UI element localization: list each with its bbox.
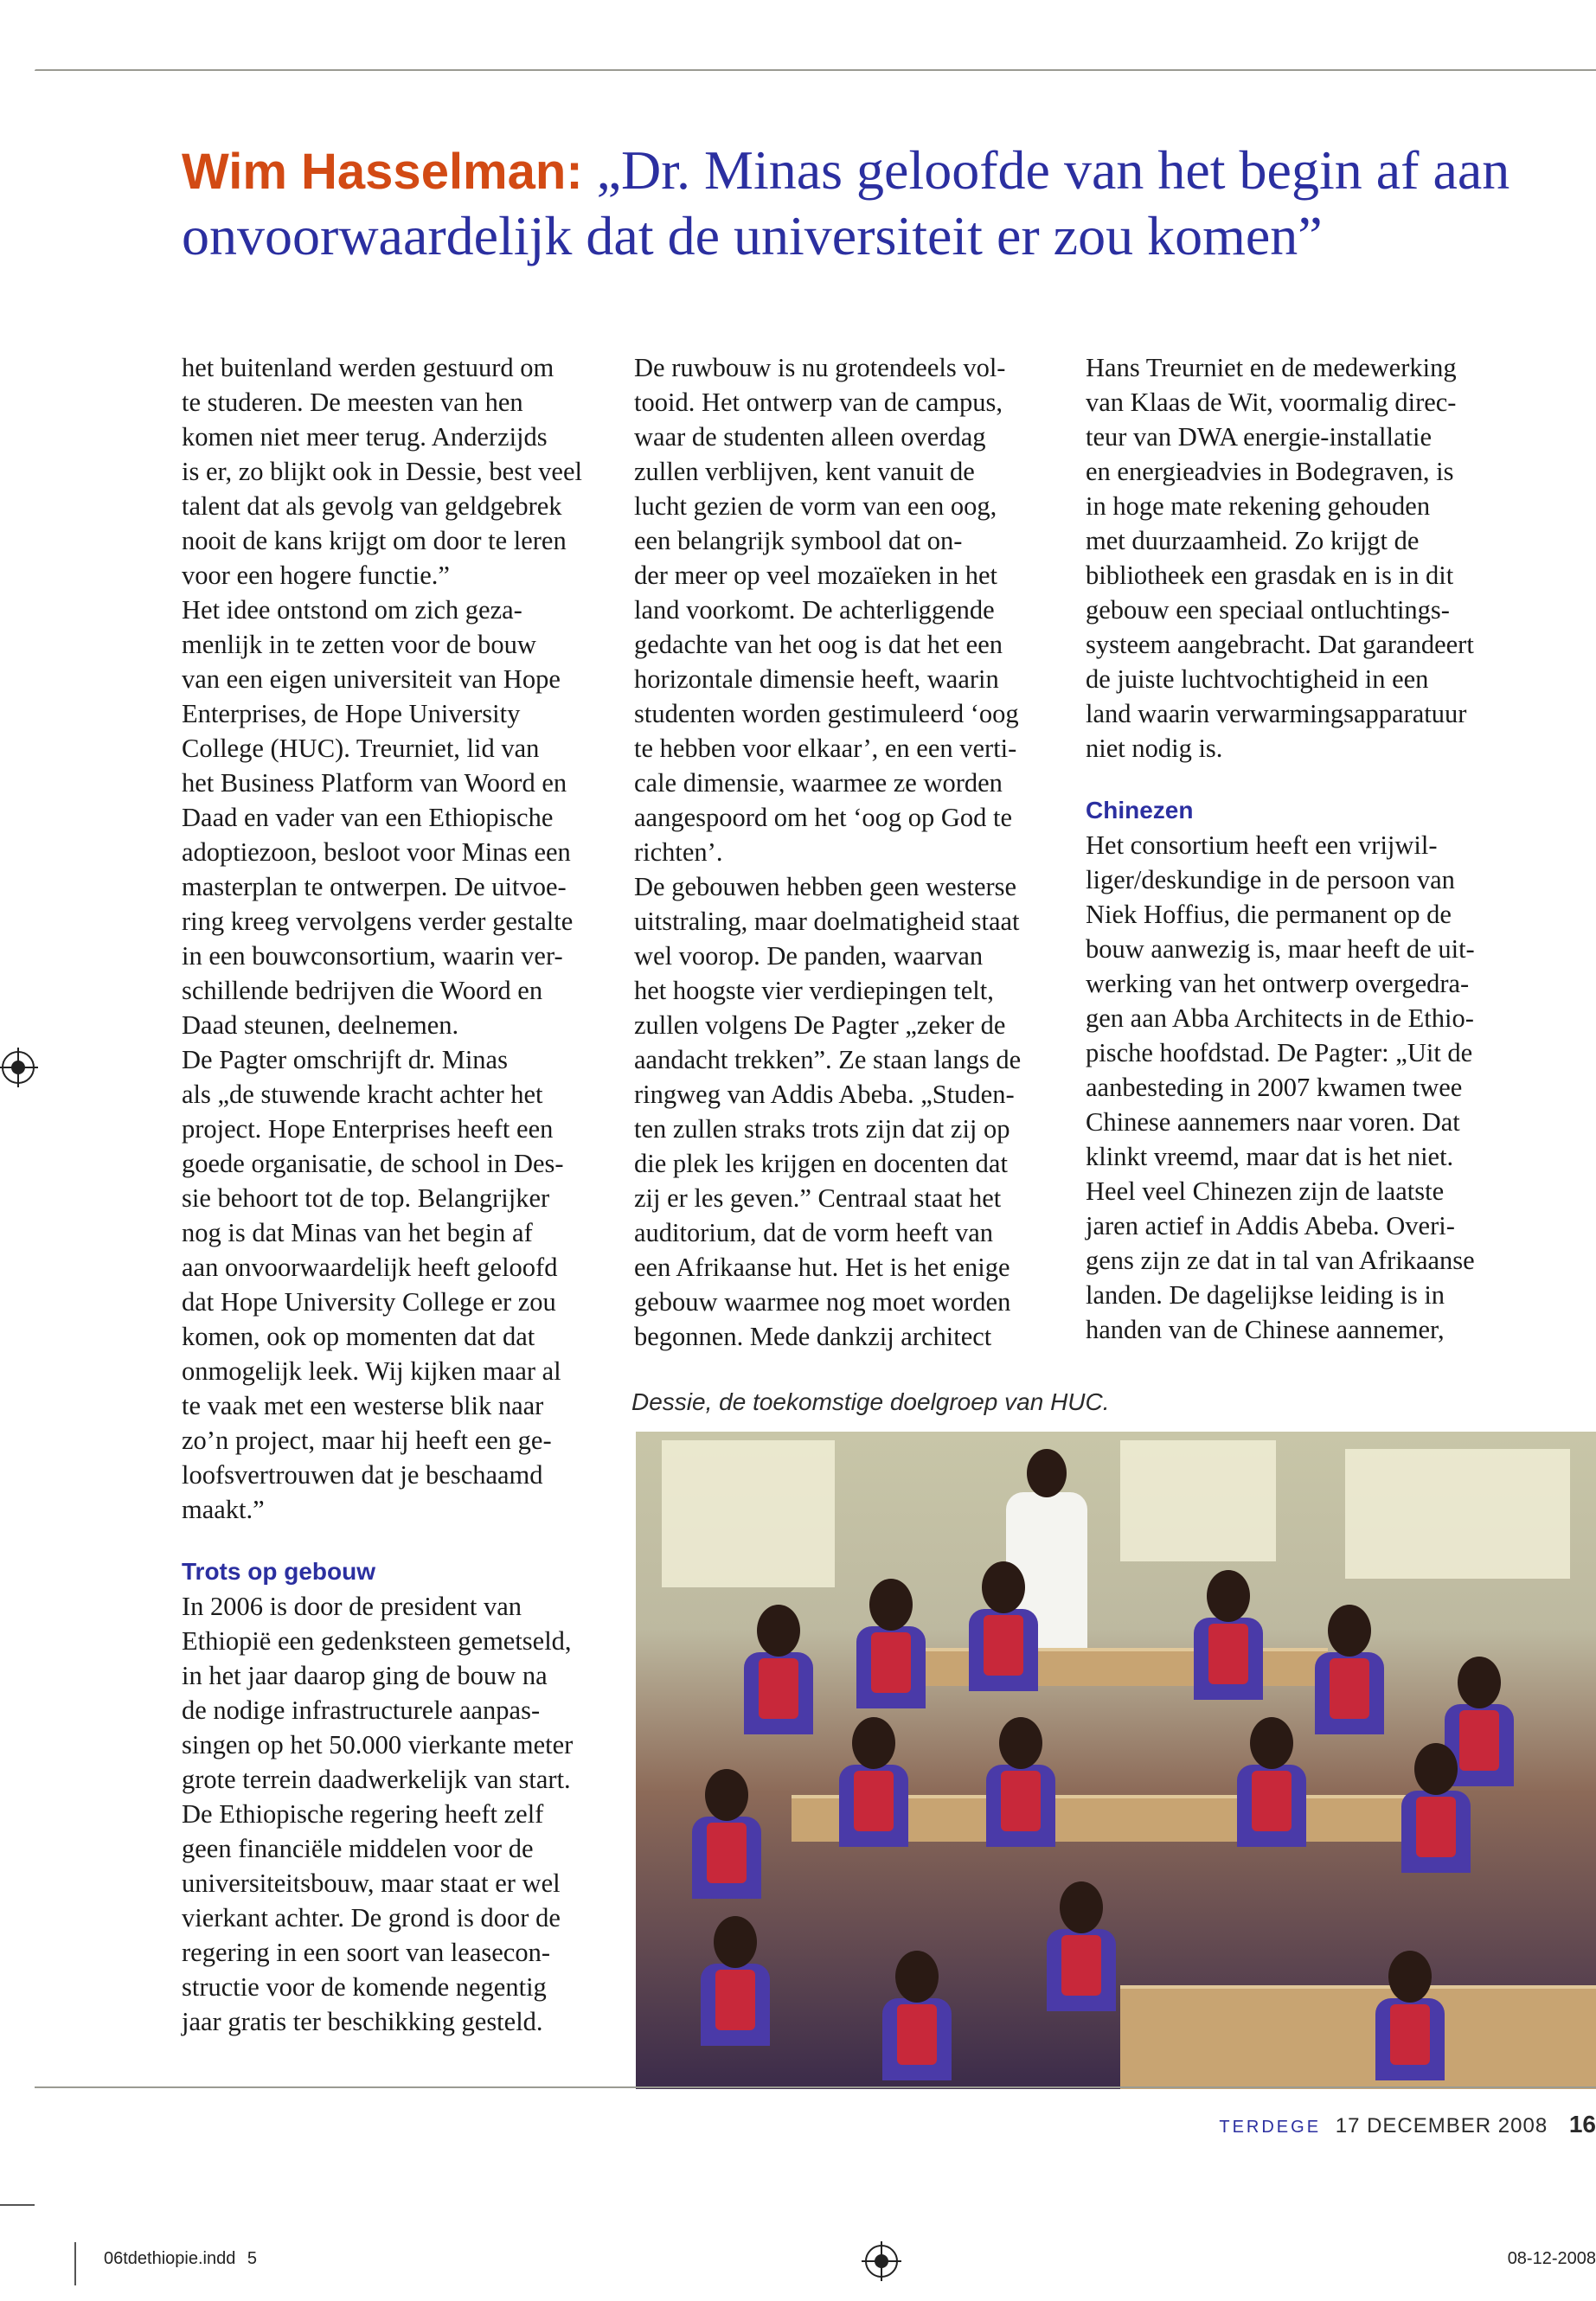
text-line: cale dimensie, waarmee ze worden <box>634 768 1003 798</box>
text-line: geen financiële middelen voor de <box>182 1834 534 1863</box>
column-gap <box>182 1527 614 1554</box>
text-line: voor een hogere functie.” <box>182 561 450 590</box>
text-line: is er, zo blijkt ook in Dessie, best veel <box>182 457 582 486</box>
text-line: landen. De dagelijkse leiding is in <box>1086 1280 1445 1310</box>
text-line: In 2006 is door de president van <box>182 1592 522 1621</box>
slug-date: 08-12-2008 <box>1507 2249 1596 2268</box>
footer-date: 17 DECEMBER 2008 <box>1335 2114 1548 2138</box>
text-line: Het idee ontstond om zich geza- <box>182 595 522 625</box>
photo-window <box>662 1440 835 1587</box>
photo-child <box>1371 1951 1449 2080</box>
text-line: adoptiezoon, besloot voor Minas een <box>182 837 571 867</box>
text-line: van een eigen universiteit van Hope <box>182 664 561 694</box>
photo-child <box>740 1605 817 1734</box>
text-line: het Business Platform van Woord en <box>182 768 567 798</box>
registration-mark-icon <box>865 2245 898 2278</box>
text-line: aanbesteding in 2007 kwamen twee <box>1086 1073 1463 1102</box>
footer-page-number: 16 <box>1568 2111 1596 2138</box>
text-line: in een bouwconsortium, waarin ver- <box>182 941 563 971</box>
text-line: komen niet meer terug. Anderzijds <box>182 422 548 452</box>
text-line: project. Hope Enterprises heeft een <box>182 1114 554 1144</box>
photo-child <box>982 1717 1060 1847</box>
top-rule <box>35 69 1596 71</box>
crop-mark <box>74 2242 76 2285</box>
text-line: klinkt vreemd, maar dat is het niet. <box>1086 1142 1454 1171</box>
text-line: teur van DWA energie-installatie <box>1086 422 1433 452</box>
photo-child <box>1311 1605 1388 1734</box>
text-line: lucht gezien de vorm van een oog, <box>634 491 997 521</box>
text-line: grote terrein daadwerkelijk van start. <box>182 1765 571 1794</box>
text-line: een belangrijk symbool dat on- <box>634 526 963 555</box>
photo-child <box>835 1717 913 1847</box>
slug-filename: 06tdethiopie.indd <box>104 2249 236 2268</box>
text-line: van Klaas de Wit, voormalig direc- <box>1086 388 1457 417</box>
text-line: pische hoofdstad. De Pagter: „Uit de <box>1086 1038 1473 1067</box>
text-line: College (HUC). Treurniet, lid van <box>182 734 540 763</box>
text-line: uitstraling, maar doelmatigheid staat <box>634 907 1020 936</box>
text-line: Niek Hoffius, die permanent op de <box>1086 900 1452 929</box>
text-line: Daad steunen, deelnemen. <box>182 1010 459 1040</box>
text-line: de juiste luchtvochtigheid in een <box>1086 664 1429 694</box>
text-line: singen op het 50.000 vierkante meter <box>182 1730 574 1759</box>
headline-quote-line1: „Dr. Minas geloofde van het begin af aan <box>596 139 1510 201</box>
text-line: werking van het ontwerp overgedra- <box>1086 969 1470 998</box>
text-line: Het consortium heeft een vrijwil- <box>1086 830 1438 860</box>
text-line: te studeren. De meesten van hen <box>182 388 523 417</box>
column-2 <box>634 350 1067 1354</box>
photo-child <box>878 1951 956 2080</box>
text-line: wel voorop. De panden, waarvan <box>634 941 984 971</box>
text-line: gedachte van het oog is dat het een <box>634 630 1003 659</box>
text-line: onmogelijk leek. Wij kijken maar al <box>182 1356 561 1386</box>
text-line: maakt.” <box>182 1495 265 1524</box>
text-line: richten’. <box>634 837 723 867</box>
headline-quote-line2: onvoorwaardelijk dat de universiteit er zou komen” <box>182 205 1323 266</box>
text-line: masterplan te ontwerpen. De uitvoe- <box>182 872 567 901</box>
column-gap <box>1086 766 1570 793</box>
text-line: te vaak met een westerse blik naar <box>182 1391 544 1420</box>
text-line: Hans Treurniet en de medewerking <box>1086 353 1457 382</box>
text-line: De Ethiopische regering heeft zelf <box>182 1799 544 1829</box>
text-line: Enterprises, de Hope University <box>182 699 521 728</box>
text-line: studenten worden gestimuleerd ‘oog <box>634 699 1019 728</box>
text-line: nooit de kans krijgt om door te leren <box>182 526 567 555</box>
text-line: jaar gratis ter beschikking gesteld. <box>182 2007 543 2036</box>
photo-desk <box>1120 1985 1596 2089</box>
text-line: gebouw een speciaal ontluchtings- <box>1086 595 1450 625</box>
text-line: met duurzaamheid. Zo krijgt de <box>1086 526 1420 555</box>
photo-child <box>696 1916 774 2046</box>
subhead-chinezen: Chinezen <box>1086 797 1194 824</box>
subhead-trots-op-gebouw: Trots op gebouw <box>182 1558 375 1585</box>
text-line: universiteitsbouw, maar staat er wel <box>182 1868 561 1898</box>
photo-child <box>1233 1717 1311 1847</box>
text-line: vierkant achter. De grond is door de <box>182 1903 561 1932</box>
text-line: ten zullen straks trots zijn dat zij op <box>634 1114 1010 1144</box>
text-line: gebouw waarmee nog moet worden <box>634 1287 1011 1317</box>
text-line: goede organisatie, de school in Des- <box>182 1149 564 1178</box>
column-1 <box>182 350 614 2039</box>
photo-child <box>1189 1570 1267 1700</box>
column-2-body <box>634 350 1067 1354</box>
column-3 <box>1086 350 1570 1347</box>
text-line: De gebouwen hebben geen westerse <box>634 872 1017 901</box>
text-line: een Afrikaanse hut. Het is het enige <box>634 1253 1010 1282</box>
text-line: nog is dat Minas van het begin af <box>182 1218 533 1247</box>
photo-child <box>852 1579 930 1708</box>
classroom-photo <box>636 1432 1596 2089</box>
text-line: handen van de Chinese aannemer, <box>1086 1315 1445 1344</box>
text-line: als „de stuwende kracht achter het <box>182 1080 543 1109</box>
text-line: die plek les krijgen en docenten dat <box>634 1149 1008 1178</box>
text-line: talent dat als gevolg van geldgebrek <box>182 491 562 521</box>
text-line: het buitenland werden gestuurd om <box>182 353 554 382</box>
text-line: zij er les geven.” Centraal staat het <box>634 1183 1002 1213</box>
text-line: land waarin verwarmingsapparatuur <box>1086 699 1467 728</box>
bottom-rule <box>35 2086 1596 2088</box>
text-line: aangespoord om het ‘oog op God te <box>634 803 1013 832</box>
text-line: horizontale dimensie heeft, waarin <box>634 664 999 694</box>
registration-mark-icon <box>2 1051 35 1084</box>
text-line: zullen verblijven, kent vanuit de <box>634 457 975 486</box>
text-line: bouw aanwezig is, maar heeft de uit- <box>1086 934 1475 964</box>
text-line: zullen volgens De Pagter „zeker de <box>634 1010 1006 1040</box>
text-line: Heel veel Chinezen zijn de laatste <box>1086 1176 1445 1206</box>
text-line: auditorium, dat de vorm heeft van <box>634 1218 994 1247</box>
text-line: waar de studenten alleen overdag <box>634 422 986 452</box>
text-line: komen, ook op momenten dat dat <box>182 1322 535 1351</box>
text-line: de nodige infrastructurele aanpas- <box>182 1695 541 1725</box>
text-line: ring kreeg vervolgens verder gestalte <box>182 907 574 936</box>
text-line: bibliotheek een grasdak en is in dit <box>1086 561 1454 590</box>
text-line: Ethiopië een gedenksteen gemetseld, <box>182 1626 572 1656</box>
column-3-body-a <box>1086 350 1570 766</box>
text-line: Daad en vader van een Ethiopische <box>182 803 554 832</box>
text-line: land voorkomt. De achterliggende <box>634 595 995 625</box>
photo-child <box>1042 1881 1120 2011</box>
column-1-body-b <box>182 1589 614 2039</box>
photo-child <box>965 1561 1042 1691</box>
text-line: der meer op veel mozaïeken in het <box>634 561 998 590</box>
headline-speaker: Wim Hasselman: <box>182 144 583 200</box>
text-line: niet nodig is. <box>1086 734 1223 763</box>
text-line: tooid. Het ontwerp van de campus, <box>634 388 1003 417</box>
column-1-body-a <box>182 350 614 1527</box>
photo-child <box>1397 1743 1475 1873</box>
photo-window <box>1120 1440 1276 1561</box>
text-line: Chinese aannemers naar voren. Dat <box>1086 1107 1460 1137</box>
text-line: in het jaar daarop ging de bouw na <box>182 1661 548 1690</box>
photo-window <box>1345 1449 1570 1579</box>
text-line: ringweg van Addis Abeba. „Studen- <box>634 1080 1015 1109</box>
text-line: begonnen. Mede dankzij architect <box>634 1322 992 1351</box>
text-line: liger/deskundige in de persoon van <box>1086 865 1455 894</box>
text-line: te hebben voor elkaar’, en een verti- <box>634 734 1017 763</box>
page-footer <box>1219 2111 1596 2138</box>
text-line: loofsvertrouwen dat je beschaamd <box>182 1460 543 1490</box>
text-line: gens zijn ze dat in tal van Afrikaanse <box>1086 1246 1475 1275</box>
text-line: schillende bedrijven die Woord en <box>182 976 543 1005</box>
text-line: regering in een soort van leasecon- <box>182 1938 550 1967</box>
text-line: in hoge mate rekening gehouden <box>1086 491 1431 521</box>
slug-file-page: 5 <box>247 2249 258 2268</box>
text-line: De ruwbouw is nu grotendeels vol- <box>634 353 1006 382</box>
headline <box>182 138 1566 268</box>
slug-file <box>104 2249 257 2269</box>
photo-caption: Dessie, de toekomstige doelgroep van HUC. <box>631 1388 1110 1415</box>
photo-child <box>688 1769 766 1899</box>
text-line: systeem aangebracht. Dat garandeert <box>1086 630 1474 659</box>
text-line: zo’n project, maar hij heeft een ge- <box>182 1426 552 1455</box>
text-line: jaren actief in Addis Abeba. Overi- <box>1086 1211 1455 1240</box>
text-line: menlijk in te zetten voor de bouw <box>182 630 536 659</box>
text-line: sie behoort tot de top. Belangrijker <box>182 1183 550 1213</box>
text-line: De Pagter omschrijft dr. Minas <box>182 1045 508 1074</box>
footer-magazine: TERDEGE <box>1219 2118 1322 2137</box>
text-line: dat Hope University College er zou <box>182 1287 556 1317</box>
text-line: aandacht trekken”. Ze staan langs de <box>634 1045 1022 1074</box>
text-line: aan onvoorwaardelijk heeft geloofd <box>182 1253 558 1282</box>
text-line: het hoogste vier verdiepingen telt, <box>634 976 994 1005</box>
text-line: en energieadvies in Bodegraven, is <box>1086 457 1454 486</box>
text-line: gen aan Abba Architects in de Ethio- <box>1086 1003 1474 1033</box>
column-3-body-b <box>1086 828 1570 1347</box>
crop-mark <box>0 2204 35 2206</box>
text-line: structie voor de komende negentig <box>182 1972 547 2002</box>
